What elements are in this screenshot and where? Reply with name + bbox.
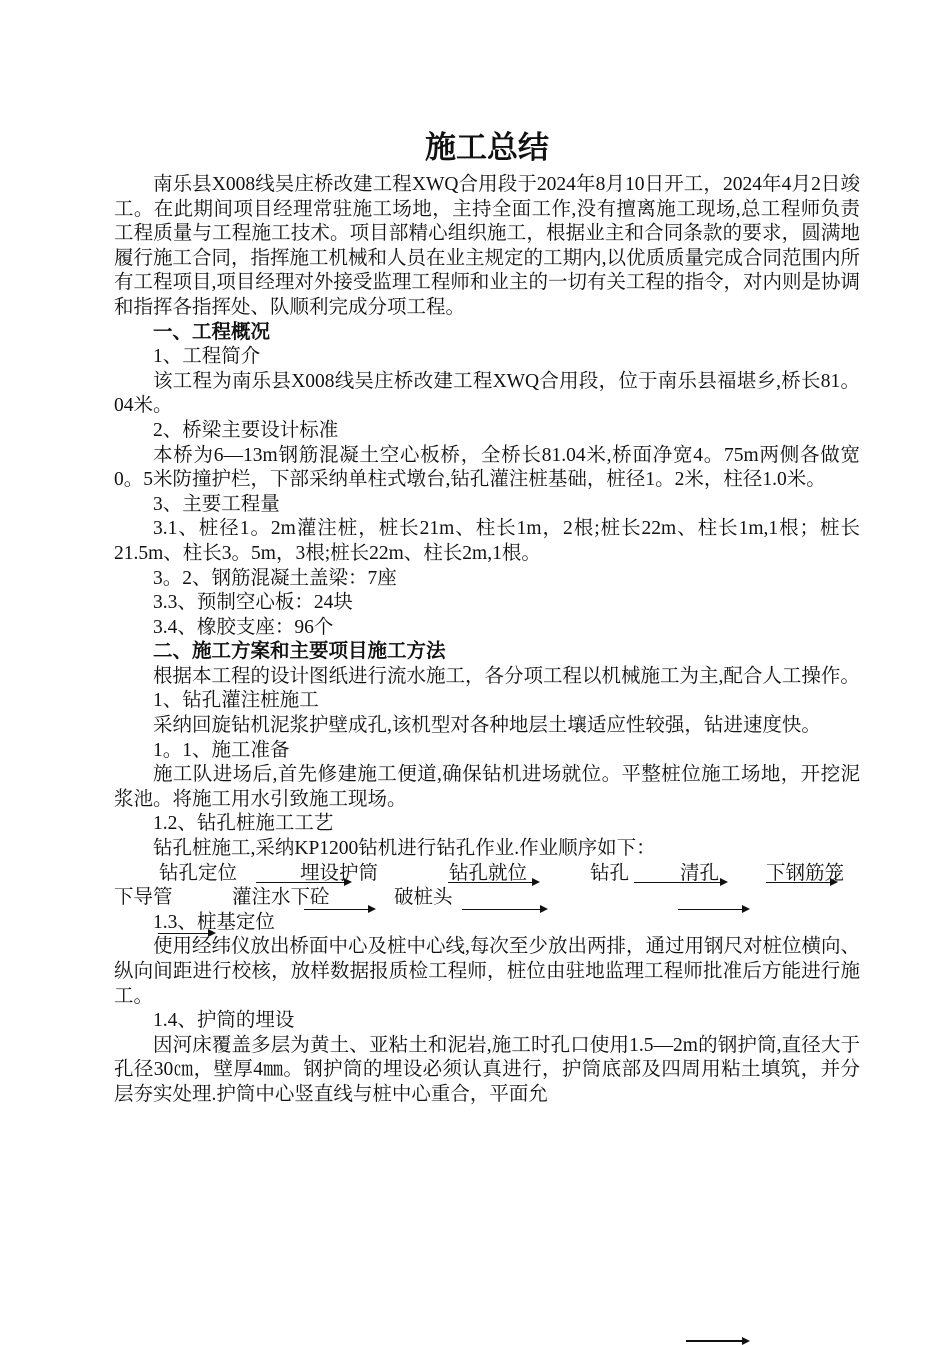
flow-step: 下导管 bbox=[114, 887, 173, 909]
flow-arrow bbox=[462, 909, 546, 910]
flow-arrow bbox=[448, 882, 538, 883]
flow-step: 清孔 bbox=[680, 862, 720, 884]
paragraph-design-standard: 本桥为6—13m钢筋混凝土空心板桥，全桥长81.04米,桥面净宽4。75m两侧各做宽0。5米防撞护栏，下部采纳单柱式墩台,钻孔灌注桩基础，桩径1。2米，柱径1.0米。 bbox=[114, 444, 860, 491]
quantity-item: 3。2、钢筋混凝土盖梁：7座 bbox=[153, 567, 397, 589]
subheading-pile-positioning-text: 1.3、桩基定位 bbox=[153, 911, 275, 933]
flow-arrow bbox=[686, 1340, 748, 1342]
paragraph-process: 钻孔桩施工,采纳KP1200钻机进行钻孔作业.作业顺序如下： bbox=[153, 838, 656, 860]
subheading-preparation: 1。1、施工准备 bbox=[153, 739, 290, 761]
flow-arrow bbox=[158, 933, 214, 934]
flow-arrow bbox=[766, 882, 836, 883]
paragraph-pile-positioning: 使用经纬仪放出桥面中心及桩中心线,每次至少放出两排，通过用钢尺对桩位横向、纵向间距进行校核，放样数据报质检工程师，桩位由驻地监理工程师批准后方能进行施工。 bbox=[114, 936, 860, 1007]
paragraph-project-intro: 该工程为南乐县X008线吴庄桥改建工程XWQ合用段，位于南乐县福堪乡,桥长81。04米。 bbox=[114, 370, 860, 417]
quantity-item: 3.3、预制空心板：24块 bbox=[153, 592, 353, 614]
quantity-item: 3.1、桩径1。2m灌注桩，桩长21m、柱长1m，2根;桩长22m、柱长1m,1根；桩长21.5m、柱长3。5m，3根;桩长22m、柱长2m,1根。 bbox=[114, 518, 860, 564]
section-heading-methods: 二、施工方案和主要项目施工方法 bbox=[153, 641, 446, 663]
flow-step: 下钢筋笼 bbox=[766, 862, 845, 884]
paragraph-casing: 因河床覆盖多层为黄土、亚粘土和泥岩,施工时孔口使用1.5—2m的钢护筒,直径大于孔径30㎝，壁厚4㎜。钢护筒的埋设必须认真进行，护筒底部及四周用粘土填筑，并分层夯实处理.护筒中心竖直线与桩中心重合，平面允 bbox=[114, 1034, 860, 1105]
page-title: 施工总结 bbox=[425, 130, 549, 165]
section-heading-overview: 一、工程概况 bbox=[153, 321, 271, 343]
subheading-casing: 1.4、护筒的埋设 bbox=[153, 1010, 295, 1032]
subheading-process: 1.2、钻孔桩施工工艺 bbox=[153, 813, 334, 835]
intro-paragraph: 南乐县X008线吴庄桥改建工程XWQ合用段于2024年8月10日开工，2024年4月2日竣工。在此期间项目经理常驻施工场地，主持全面工作,没有擅离施工现场,总工程师负责工程质量与工程施工技术。项目部精心组织施工，根据业主和合同条款的要求，圆满地履行施工合同，指挥施工机械和人员在业主规定的工期内,以优质质量完成合同范围内所有工程项目,项目经理对外接受监理工程师和业主的一切有关工程的指令，对内则是协调和指挥各指挥处、队顺利完成分项工程。 bbox=[114, 174, 860, 318]
subheading-design-standard: 2、桥梁主要设计标准 bbox=[153, 419, 339, 441]
flow-step: 钻孔定位 bbox=[159, 862, 238, 884]
flow-arrow bbox=[256, 882, 350, 883]
flow-arrow bbox=[678, 909, 748, 910]
flow-step: 钻孔就位 bbox=[449, 862, 528, 884]
flow-arrow bbox=[634, 882, 726, 883]
document-page bbox=[114, 128, 860, 1108]
flow-step: 埋设护筒 bbox=[300, 862, 379, 884]
subheading-quantities: 3、主要工程量 bbox=[153, 493, 280, 515]
flow-step: 钻孔 bbox=[590, 862, 630, 884]
subheading-project-intro: 1、工程简介 bbox=[153, 346, 261, 368]
subheading-bored-pile: 1、钻孔灌注桩施工 bbox=[153, 690, 319, 712]
flow-step: 灌注水下砼 bbox=[232, 887, 330, 909]
quantity-item: 3.4、橡胶支座：96个 bbox=[153, 616, 334, 638]
paragraph-preparation: 施工队进场后,首先修建施工便道,确保钻机进场就位。平整桩位施工场地，开挖泥浆池。将施工用水引致施工现场。 bbox=[114, 764, 860, 810]
flow-step: 破桩头 bbox=[394, 887, 453, 909]
flow-arrow bbox=[304, 909, 374, 910]
process-flow-line-1 bbox=[114, 862, 860, 887]
paragraph-bored-pile: 采纳回旋钻机泥浆护壁成孔,该机型对各种地层土壤适应性较强，钻进速度快。 bbox=[153, 715, 821, 737]
paragraph-methods-intro: 根据本工程的设计图纸进行流水施工，各分项工程以机械施工为主,配合人工操作。 bbox=[153, 665, 860, 687]
subheading-pile-positioning bbox=[114, 911, 860, 936]
